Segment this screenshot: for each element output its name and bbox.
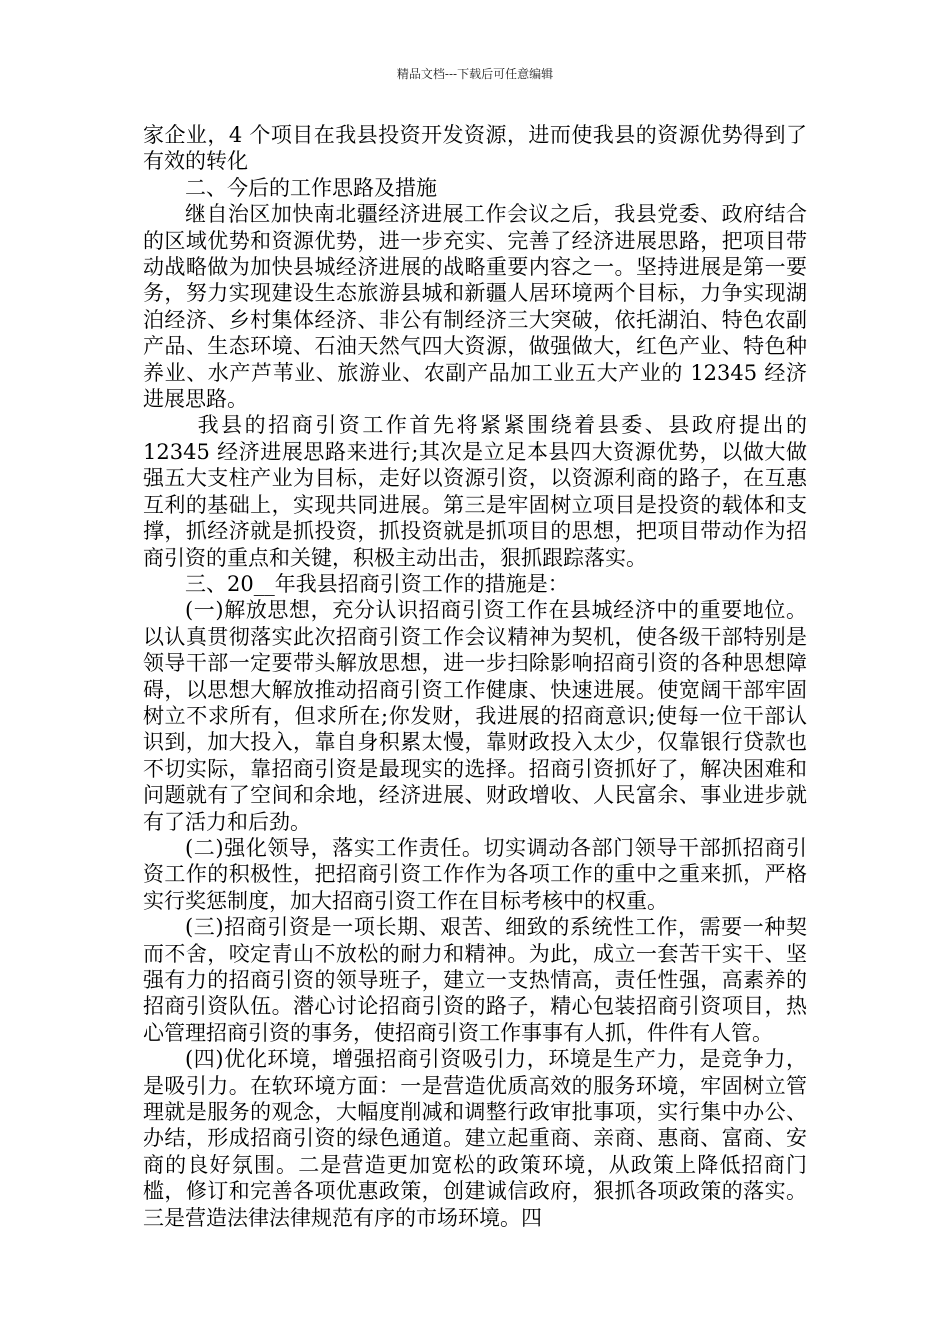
page-header [0, 66, 950, 82]
paragraph: 家企业，4 个项目在我县投资开发资源，进而使我县的资源优势得到了有效的转化 [143, 123, 807, 174]
paragraph: (四)优化环境，增强招商引资吸引力，环境是生产力，是竞争力，是吸引力。在软环境方面：一是营造优质高效的服务环境，牢固树立管理就是服务的观念，大幅度削减和调整行政审批事项，实行集中办公、办结，形成招商引资的绿色通道。建立起重商、亲商、惠商、富商、安商的良好氛围。二是营造更加宽松的政策环境，从政策上降低招商门槛，修订和完善各项优惠政策，创建诚信政府，狠抓各项政策的落实。三是营造法律法律规范有序的市场环境。四 [143, 1047, 807, 1230]
paragraph: 继自治区加快南北疆经济进展工作会议之后，我县党委、政府结合的区域优势和资源优势，进一步充实、完善了经济进展思路，把项目带动战略做为加快县城经济进展的战略重要内容之一。坚持进展是第一要务，努力实现建设生态旅游县城和新疆人居环境两个目标，力争实现湖泊经济、乡村集体经济、非公有制经济三大突破，依托湖泊、特色农副产品、生态环境、石油天然气四大资源，做强做大，红色产业、特色种养业、水产芦苇业、旅游业、农副产品加工业五大产业的 12345 经济进展思路。 [143, 202, 807, 412]
paragraph: (一)解放思想，充分认识招商引资工作在县城经济中的重要地位。以认真贯彻落实此次招商引资工作会议精神为契机，使各级干部特别是领导干部一定要带头解放思想，进一步扫除影响招商引资的各种思想障碍，以思想大解放推动招商引资工作健康、快速进展。使宽阔干部牢固树立不求所有，但求所在;你发财，我进展的招商意识;使每一位干部认识到，加大投入，靠自身积累太慢，靠财政投入太少，仅靠银行贷款也不切实际，靠招商引资是最现实的选择。招商引资抓好了，解决困难和问题就有了空间和余地，经济进展、财政增收、人民富余、事业进步就有了活力和后劲。 [143, 598, 807, 834]
paragraph: (三)招商引资是一项长期、艰苦、细致的系统性工作，需要一种契而不舍，咬定青山不放松的耐力和精神。为此，成立一套苦干实干、坚强有力的招商引资的领导班子，建立一支热情高，责任性强，高素养的招商引资队伍。潜心讨论招商引资的路子，精心包装招商引资项目，热心管理招商引资的事务，使招商引资工作事事有人抓，件件有人管。 [143, 915, 807, 1045]
paragraph: 我县的招商引资工作首先将紧紧围绕着县委、县政府提出的 12345 经济进展思路来进行;其次是立足本县四大资源优势，以做大做强五大支柱产业为目标，走好以资源引资，以资源利商的路子，在互惠互利的基础上，实现共同进展。第三是牢固树立项目是投资的载体和支撑，抓经济就是抓投资，抓投资就是抓项目的思想，把项目带动作为招商引资的重点和关键，积极主动出击，狠抓跟踪落实。 [143, 413, 807, 570]
section-heading: 三、20__年我县招商引资工作的措施是： [185, 571, 569, 596]
header-text: 精品文档---下载后可任意编辑 [396, 67, 554, 81]
section-heading: 二、今后的工作思路及措施 [185, 175, 437, 200]
paragraph: (二)强化领导，落实工作责任。切实调动各部门领导干部抓招商引资工作的积极性，把招商引资工作作为各项工作的重中之重来抓，严格实行奖惩制度，加大招商引资工作在目标考核中的权重。 [143, 835, 807, 913]
document-body [143, 122, 807, 1231]
